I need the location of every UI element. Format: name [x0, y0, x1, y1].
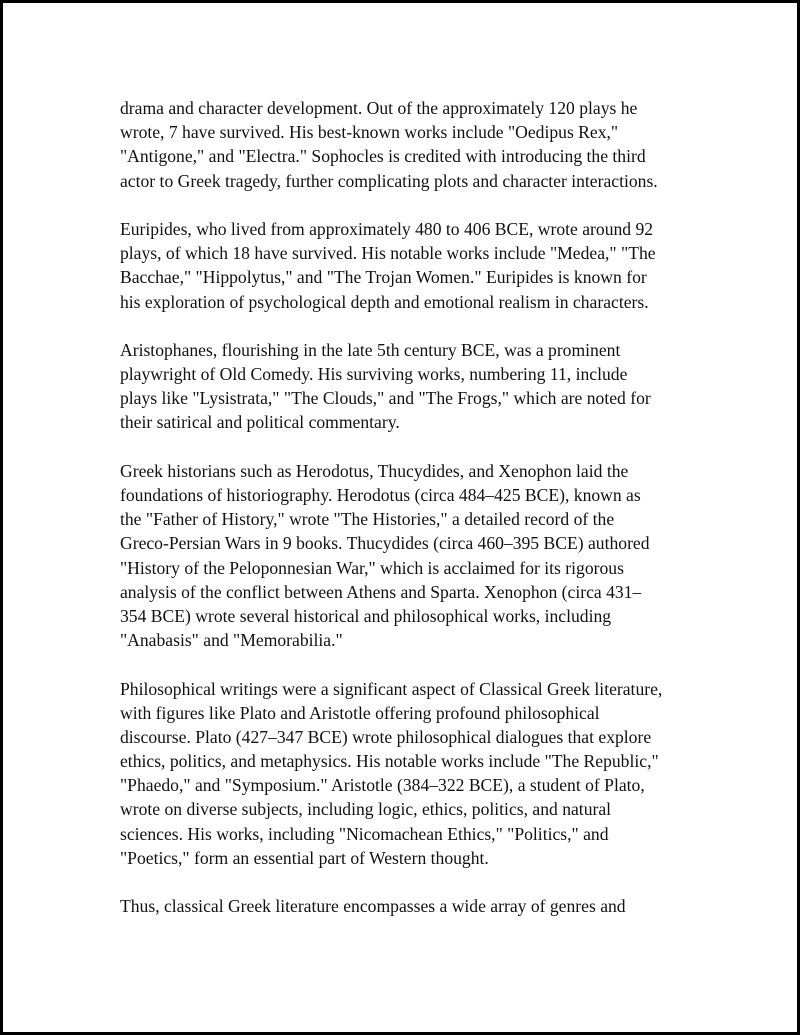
- paragraph-gap: [120, 870, 700, 894]
- text-line: wrote, 7 have survived. His best-known works include "Oedipus Rex,": [120, 122, 619, 143]
- paragraph-gap: [120, 652, 700, 676]
- text-line: Thus, classical Greek literature encompasses a wide array of genres and: [120, 896, 626, 917]
- document-body: [120, 96, 700, 918]
- text-line: "Anabasis" and "Memorabilia.": [120, 630, 343, 651]
- paragraph-gap: [120, 314, 700, 338]
- paragraph-philosophy: [120, 677, 700, 871]
- paragraph-conclusion: [120, 894, 700, 918]
- paragraph-gap: [120, 193, 700, 217]
- text-line: his exploration of psychological depth and emotional realism in characters.: [120, 291, 649, 312]
- text-line: Greco-Persian Wars in 9 books. Thucydides (circa 460–395 BCE) authored: [120, 533, 650, 554]
- text-line: ethics, politics, and metaphysics. His notable works include "The Republic,": [120, 751, 659, 772]
- text-line: plays like "Lysistrata," "The Clouds," and "The Frogs," which are noted for: [120, 388, 651, 409]
- text-line: Philosophical writings were a significant aspect of Classical Greek literature,: [120, 678, 663, 699]
- text-line: actor to Greek tragedy, further complicating plots and character interactions.: [120, 170, 658, 191]
- text-line: sciences. His works, including "Nicomachean Ethics," "Politics," and: [120, 823, 609, 844]
- text-line: "Antigone," and "Electra." Sophocles is credited with introducing the third: [120, 146, 646, 167]
- paragraph-euripides: [120, 217, 700, 314]
- text-line: the "Father of History," wrote "The Histories," a detailed record of the: [120, 509, 615, 530]
- text-line: Aristophanes, flourishing in the late 5th century BCE, was a prominent: [120, 339, 621, 360]
- text-line: Greek historians such as Herodotus, Thucydides, and Xenophon laid the: [120, 460, 629, 481]
- text-line: 354 BCE) wrote several historical and philosophical works, including: [120, 605, 612, 626]
- text-line: foundations of historiography. Herodotus (circa 484–425 BCE), known as: [120, 485, 641, 505]
- paragraph-aristophanes: [120, 338, 700, 435]
- text-line: Euripides, who lived from approximately 480 to 406 BCE, wrote around 92: [120, 218, 654, 239]
- paragraph-historians: [120, 459, 700, 653]
- text-line: Bacchae," "Hippolytus," and "The Trojan Women." Euripides is known for: [120, 267, 647, 288]
- text-line: with figures like Plato and Aristotle offering profound philosophical: [120, 702, 600, 723]
- text-line: "Poetics," form an essential part of Western thought.: [120, 847, 489, 868]
- paragraph-sophocles: [120, 96, 700, 193]
- paragraph-gap: [120, 435, 700, 459]
- text-line: playwright of Old Comedy. His surviving works, numbering 11, include: [120, 364, 628, 385]
- text-line: analysis of the conflict between Athens and Sparta. Xenophon (circa 431–: [120, 581, 642, 602]
- text-line: wrote on diverse subjects, including logic, ethics, politics, and natural: [120, 799, 612, 820]
- text-line: plays, of which 18 have survived. His notable works include "Medea," "The: [120, 243, 656, 264]
- text-line: "History of the Peloponnesian War," which is acclaimed for its rigorous: [120, 557, 624, 578]
- text-line: their satirical and political commentary.: [120, 412, 400, 433]
- text-line: drama and character development. Out of the approximately 120 plays he: [120, 98, 638, 118]
- text-line: "Phaedo," and "Symposium." Aristotle (384–322 BCE), a student of Plato,: [120, 775, 645, 796]
- text-line: discourse. Plato (427–347 BCE) wrote philosophical dialogues that explore: [120, 726, 652, 747]
